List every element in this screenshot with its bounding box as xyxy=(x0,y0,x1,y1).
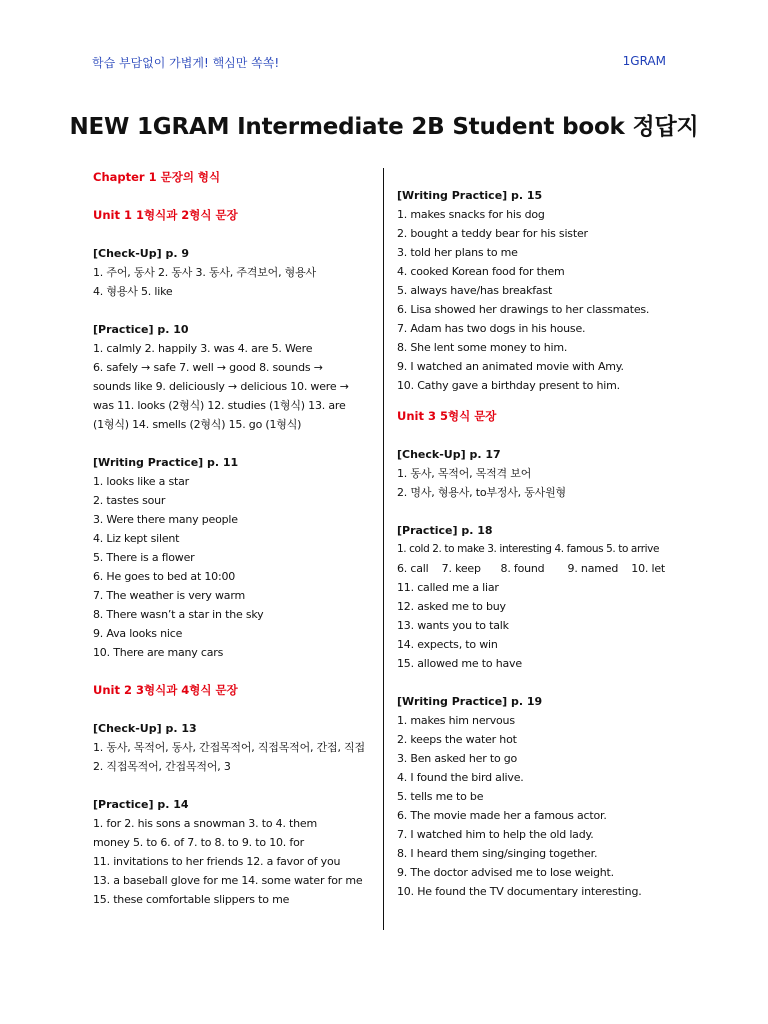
answer-line: 10. Cathy gave a birthday present to him. xyxy=(397,379,620,392)
answer-line: 15. these comfortable slippers to me xyxy=(93,893,290,906)
answer-line: 2. 명사, 형용사, to부정사, 동사원형 xyxy=(397,486,566,499)
answer-line: 13. wants you to talk xyxy=(397,619,509,632)
unit3-writing-title: [Writing Practice] p. 19 xyxy=(397,695,543,708)
answer-line: 6. call 7. keep 8. found 9. named 10. let xyxy=(397,562,666,575)
answer-line: sounds like 9. deliciously → delicious 10. were → xyxy=(93,380,349,393)
answer-line: money 5. to 6. of 7. to 8. to 9. to 10. for xyxy=(93,836,304,849)
chapter-heading: Chapter 1 문장의 형식 xyxy=(93,170,221,184)
answer-line: 11. invitations to her friends 12. a favor of you xyxy=(93,855,341,868)
answer-line: 6. Lisa showed her drawings to her classmates. xyxy=(397,303,650,316)
unit1-heading: Unit 1 1형식과 2형식 문장 xyxy=(93,208,238,222)
unit3-practice-title: [Practice] p. 18 xyxy=(397,524,493,537)
answer-line: 9. The doctor advised me to lose weight. xyxy=(397,866,614,879)
answer-line: 4. 형용사 5. like xyxy=(93,285,173,298)
answer-line: 9. I watched an animated movie with Amy. xyxy=(397,360,624,373)
answer-line: 3. Ben asked her to go xyxy=(397,752,518,765)
answer-line: 2. keeps the water hot xyxy=(397,733,517,746)
answer-line: 5. always have/has breakfast xyxy=(397,284,553,297)
answer-line: 7. The weather is very warm xyxy=(93,589,245,602)
answer-line: 4. I found the bird alive. xyxy=(397,771,524,784)
answer-line: 1. makes snacks for his dog xyxy=(397,208,545,221)
answer-line: 3. told her plans to me xyxy=(397,246,518,259)
answer-line: 9. Ava looks nice xyxy=(93,627,183,640)
answer-line: 13. a baseball glove for me 14. some water for me xyxy=(93,874,363,887)
answer-line: 14. expects, to win xyxy=(397,638,498,651)
unit2-checkup-title: [Check-Up] p. 13 xyxy=(93,722,197,735)
answer-line: 6. He goes to bed at 10:00 xyxy=(93,570,236,583)
answer-line: 6. safely → safe 7. well → good 8. sounds → xyxy=(93,361,323,374)
answer-line: 1. 동사, 목적어, 목적격 보어 xyxy=(397,467,532,480)
header-slogan: 학습 부담없이 가볍게! 핵심만 쏙쏙! xyxy=(92,56,280,70)
answer-line: 11. called me a liar xyxy=(397,581,499,594)
answer-line: 10. There are many cars xyxy=(93,646,224,659)
answer-line: 1. for 2. his sons a snowman 3. to 4. them xyxy=(93,817,318,830)
answer-line: 8. I heard them sing/singing together. xyxy=(397,847,598,860)
answer-line: 1. 주어, 동사 2. 동사 3. 동사, 주격보어, 형용사 xyxy=(93,266,316,279)
unit2-heading: Unit 2 3형식과 4형식 문장 xyxy=(93,683,238,697)
answer-line: 3. Were there many people xyxy=(93,513,238,526)
answer-line: 8. There wasn’t a star in the sky xyxy=(93,608,264,621)
answer-line: 5. There is a flower xyxy=(93,551,195,564)
answer-line: 12. asked me to buy xyxy=(397,600,506,613)
unit1-checkup-title: [Check-Up] p. 9 xyxy=(93,247,189,260)
left-column xyxy=(93,168,371,909)
unit3-heading: Unit 3 5형식 문장 xyxy=(397,409,497,423)
answer-line: 4. cooked Korean food for them xyxy=(397,265,565,278)
answer-line: (1형식) 14. smells (2형식) 15. go (1형식) xyxy=(93,418,302,431)
answer-line: 7. Adam has two dogs in his house. xyxy=(397,322,586,335)
answer-line: was 11. looks (2형식) 12. studies (1형식) 13. are xyxy=(93,399,346,412)
unit2-writing-title: [Writing Practice] p. 15 xyxy=(397,189,543,202)
unit2-practice-title: [Practice] p. 14 xyxy=(93,798,189,811)
column-divider xyxy=(383,168,384,930)
answer-line: 1. makes him nervous xyxy=(397,714,515,727)
unit1-writing-title: [Writing Practice] p. 11 xyxy=(93,456,239,469)
answer-line: 1. calmly 2. happily 3. was 4. are 5. Were xyxy=(93,342,313,355)
right-column xyxy=(397,186,687,901)
answer-line: 7. I watched him to help the old lady. xyxy=(397,828,594,841)
answer-line: 6. The movie made her a famous actor. xyxy=(397,809,607,822)
answer-line: 5. tells me to be xyxy=(397,790,484,803)
answer-line: 15. allowed me to have xyxy=(397,657,522,670)
answer-line: 1. looks like a star xyxy=(93,475,190,488)
answer-line: 4. Liz kept silent xyxy=(93,532,180,545)
answer-line: 2. 직접목적어, 간접목적어, 3 xyxy=(93,760,231,773)
answer-line: 1. 동사, 목적어, 동사, 간접목적어, 직접목적어, 간접, 직접 xyxy=(93,741,365,754)
answer-line: 2. bought a teddy bear for his sister xyxy=(397,227,588,240)
answer-line: 1. cold 2. to make 3. interesting 4. famous 5. to arrive xyxy=(397,543,659,555)
answer-line: 10. He found the TV documentary interesting. xyxy=(397,885,642,898)
unit1-practice-title: [Practice] p. 10 xyxy=(93,323,189,336)
page-title: NEW 1GRAM Intermediate 2B Student book 정답지 xyxy=(69,114,699,140)
answer-line: 8. She lent some money to him. xyxy=(397,341,568,354)
answer-line: 2. tastes sour xyxy=(93,494,166,507)
unit3-checkup-title: [Check-Up] p. 17 xyxy=(397,448,501,461)
header-brand: 1GRAM xyxy=(622,54,666,68)
